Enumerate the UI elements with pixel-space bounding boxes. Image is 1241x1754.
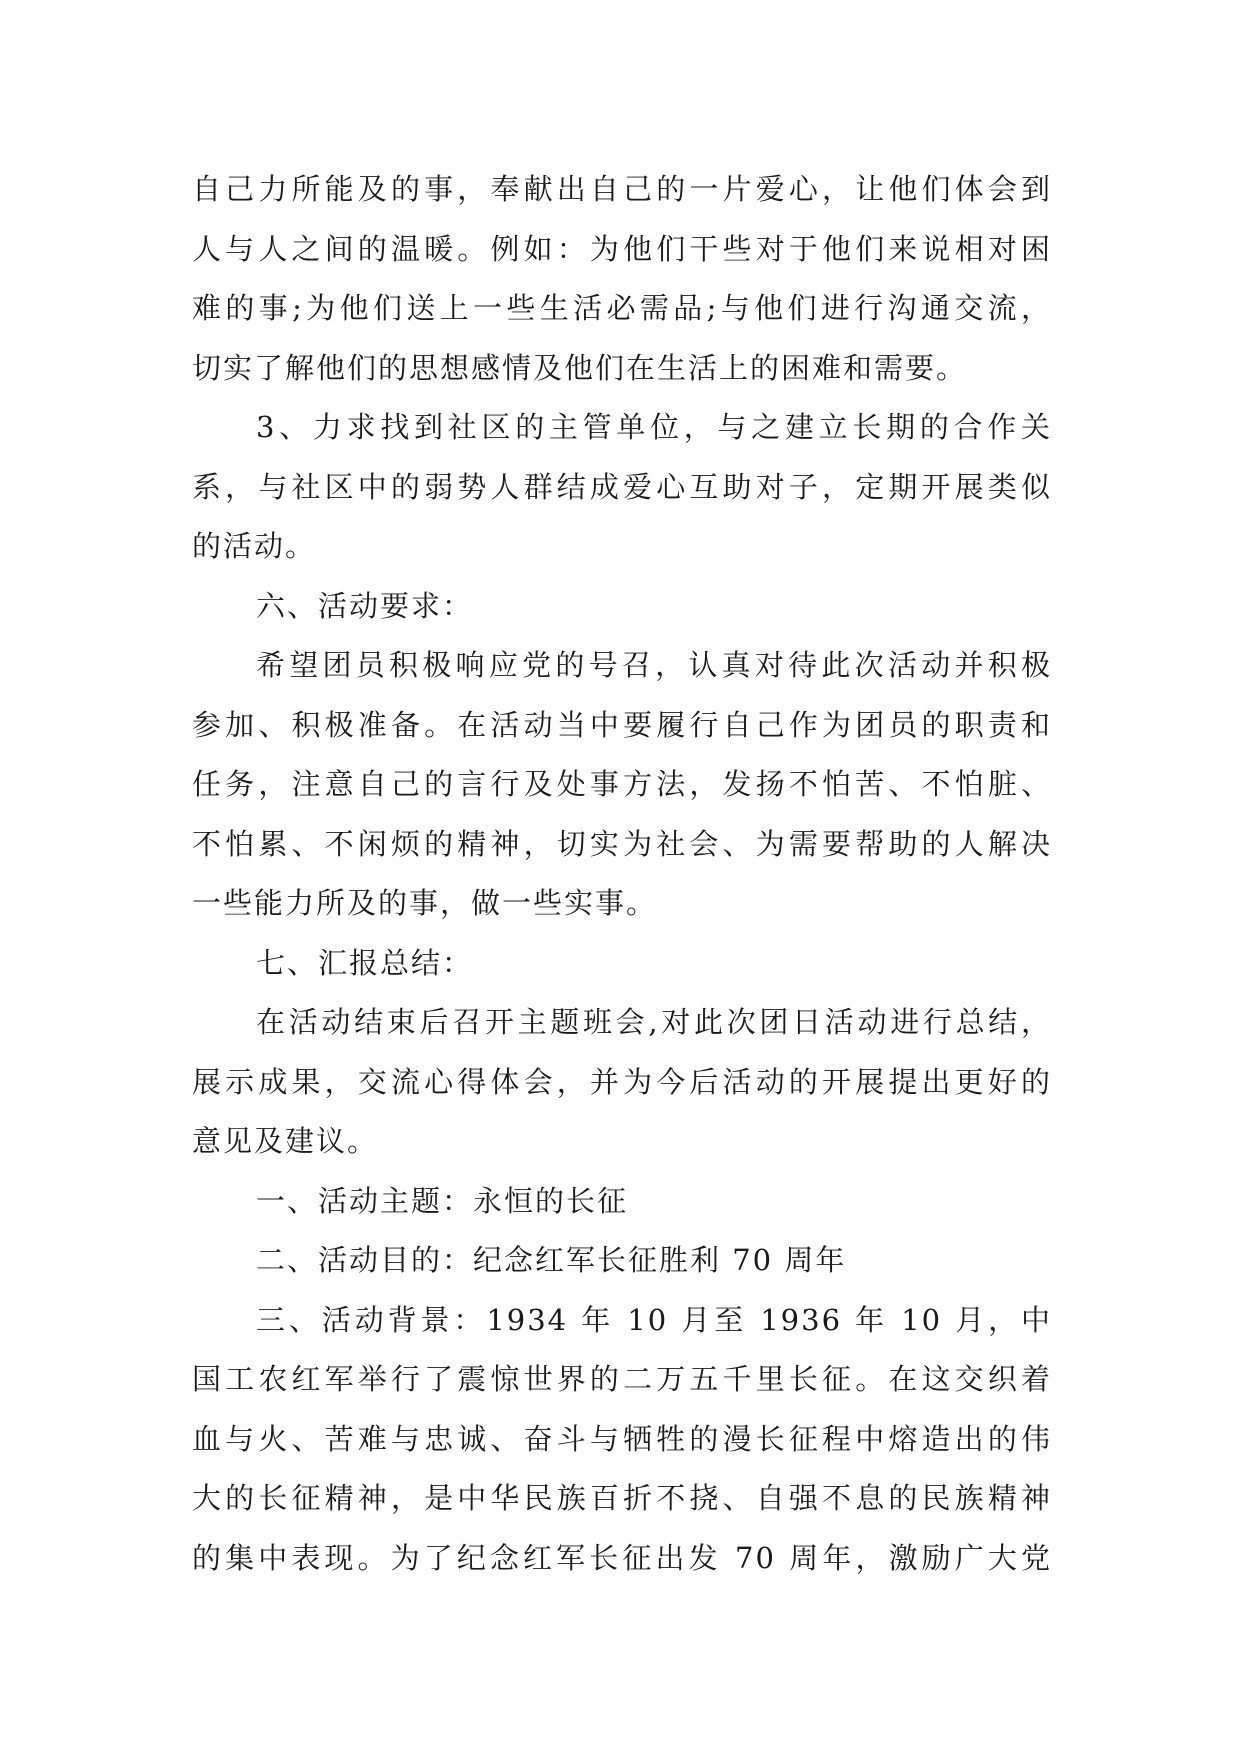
paragraph-line: 切实了解他们的思想感情及他们在生活上的困难和需要。 xyxy=(192,350,968,385)
document-body xyxy=(192,160,1052,1588)
paragraph-line: 的集中表现。为了纪念红军长征出发 70 周年，激励广大党 xyxy=(192,1540,1052,1575)
paragraph-line: 的活动。 xyxy=(192,529,317,563)
paragraph-line: 参加、积极准备。在活动当中要履行自己作为团员的职责和 xyxy=(192,707,1052,742)
paragraph-line: 展示成果，交流心得体会，并为今后活动的开展提出更好的 xyxy=(192,1064,1052,1099)
paragraph-line: 希望团员积极响应党的号召，认真对待此次活动并积极 xyxy=(256,648,1052,682)
section-heading: 二、活动目的：纪念红军长征胜利 70 周年 xyxy=(256,1243,847,1277)
paragraph-line: 血与火、苦难与忠诚、奋斗与牺牲的漫长征程中熔造出的伟 xyxy=(192,1421,1052,1456)
paragraph-line: 意见及建议。 xyxy=(192,1124,379,1158)
paragraph-line: 三、活动背景：1934 年 10 月至 1936 年 10 月，中 xyxy=(256,1302,1052,1337)
paragraph-line: 任务，注意自己的言行及处事方法，发扬不怕苦、不怕脏、 xyxy=(192,767,1052,801)
paragraph-line: 大的长征精神，是中华民族百折不挠、自强不息的民族精神 xyxy=(192,1481,1052,1515)
paragraph-line: 3、力求找到社区的主管单位，与之建立长期的合作关 xyxy=(256,410,1052,444)
paragraph-line: 在活动结束后召开主题班会,对此次团日活动进行总结， xyxy=(256,1005,1052,1039)
paragraph-line: 系，与社区中的弱势人群结成爱心互助对子，定期开展类似 xyxy=(192,469,1052,504)
paragraph-line: 难的事;为他们送上一些生活必需品;与他们进行沟通交流， xyxy=(192,291,1052,325)
paragraph-line: 一些能力所及的事，做一些实事。 xyxy=(192,886,658,920)
paragraph-line: 国工农红军举行了震惊世界的二万五千里长征。在这交织着 xyxy=(192,1362,1052,1396)
paragraph-line: 自己力所能及的事，奉献出自己的一片爱心，让他们体会到 xyxy=(192,172,1052,206)
paragraph-line: 不怕累、不闲烦的精神，切实为社会、为需要帮助的人解决 xyxy=(192,826,1052,861)
section-heading: 六、活动要求： xyxy=(256,588,474,623)
paragraph-line: 人与人之间的温暖。例如：为他们干些对于他们来说相对困 xyxy=(192,231,1052,266)
section-heading: 七、汇报总结： xyxy=(256,945,474,980)
section-heading: 一、活动主题：永恒的长征 xyxy=(256,1183,629,1218)
